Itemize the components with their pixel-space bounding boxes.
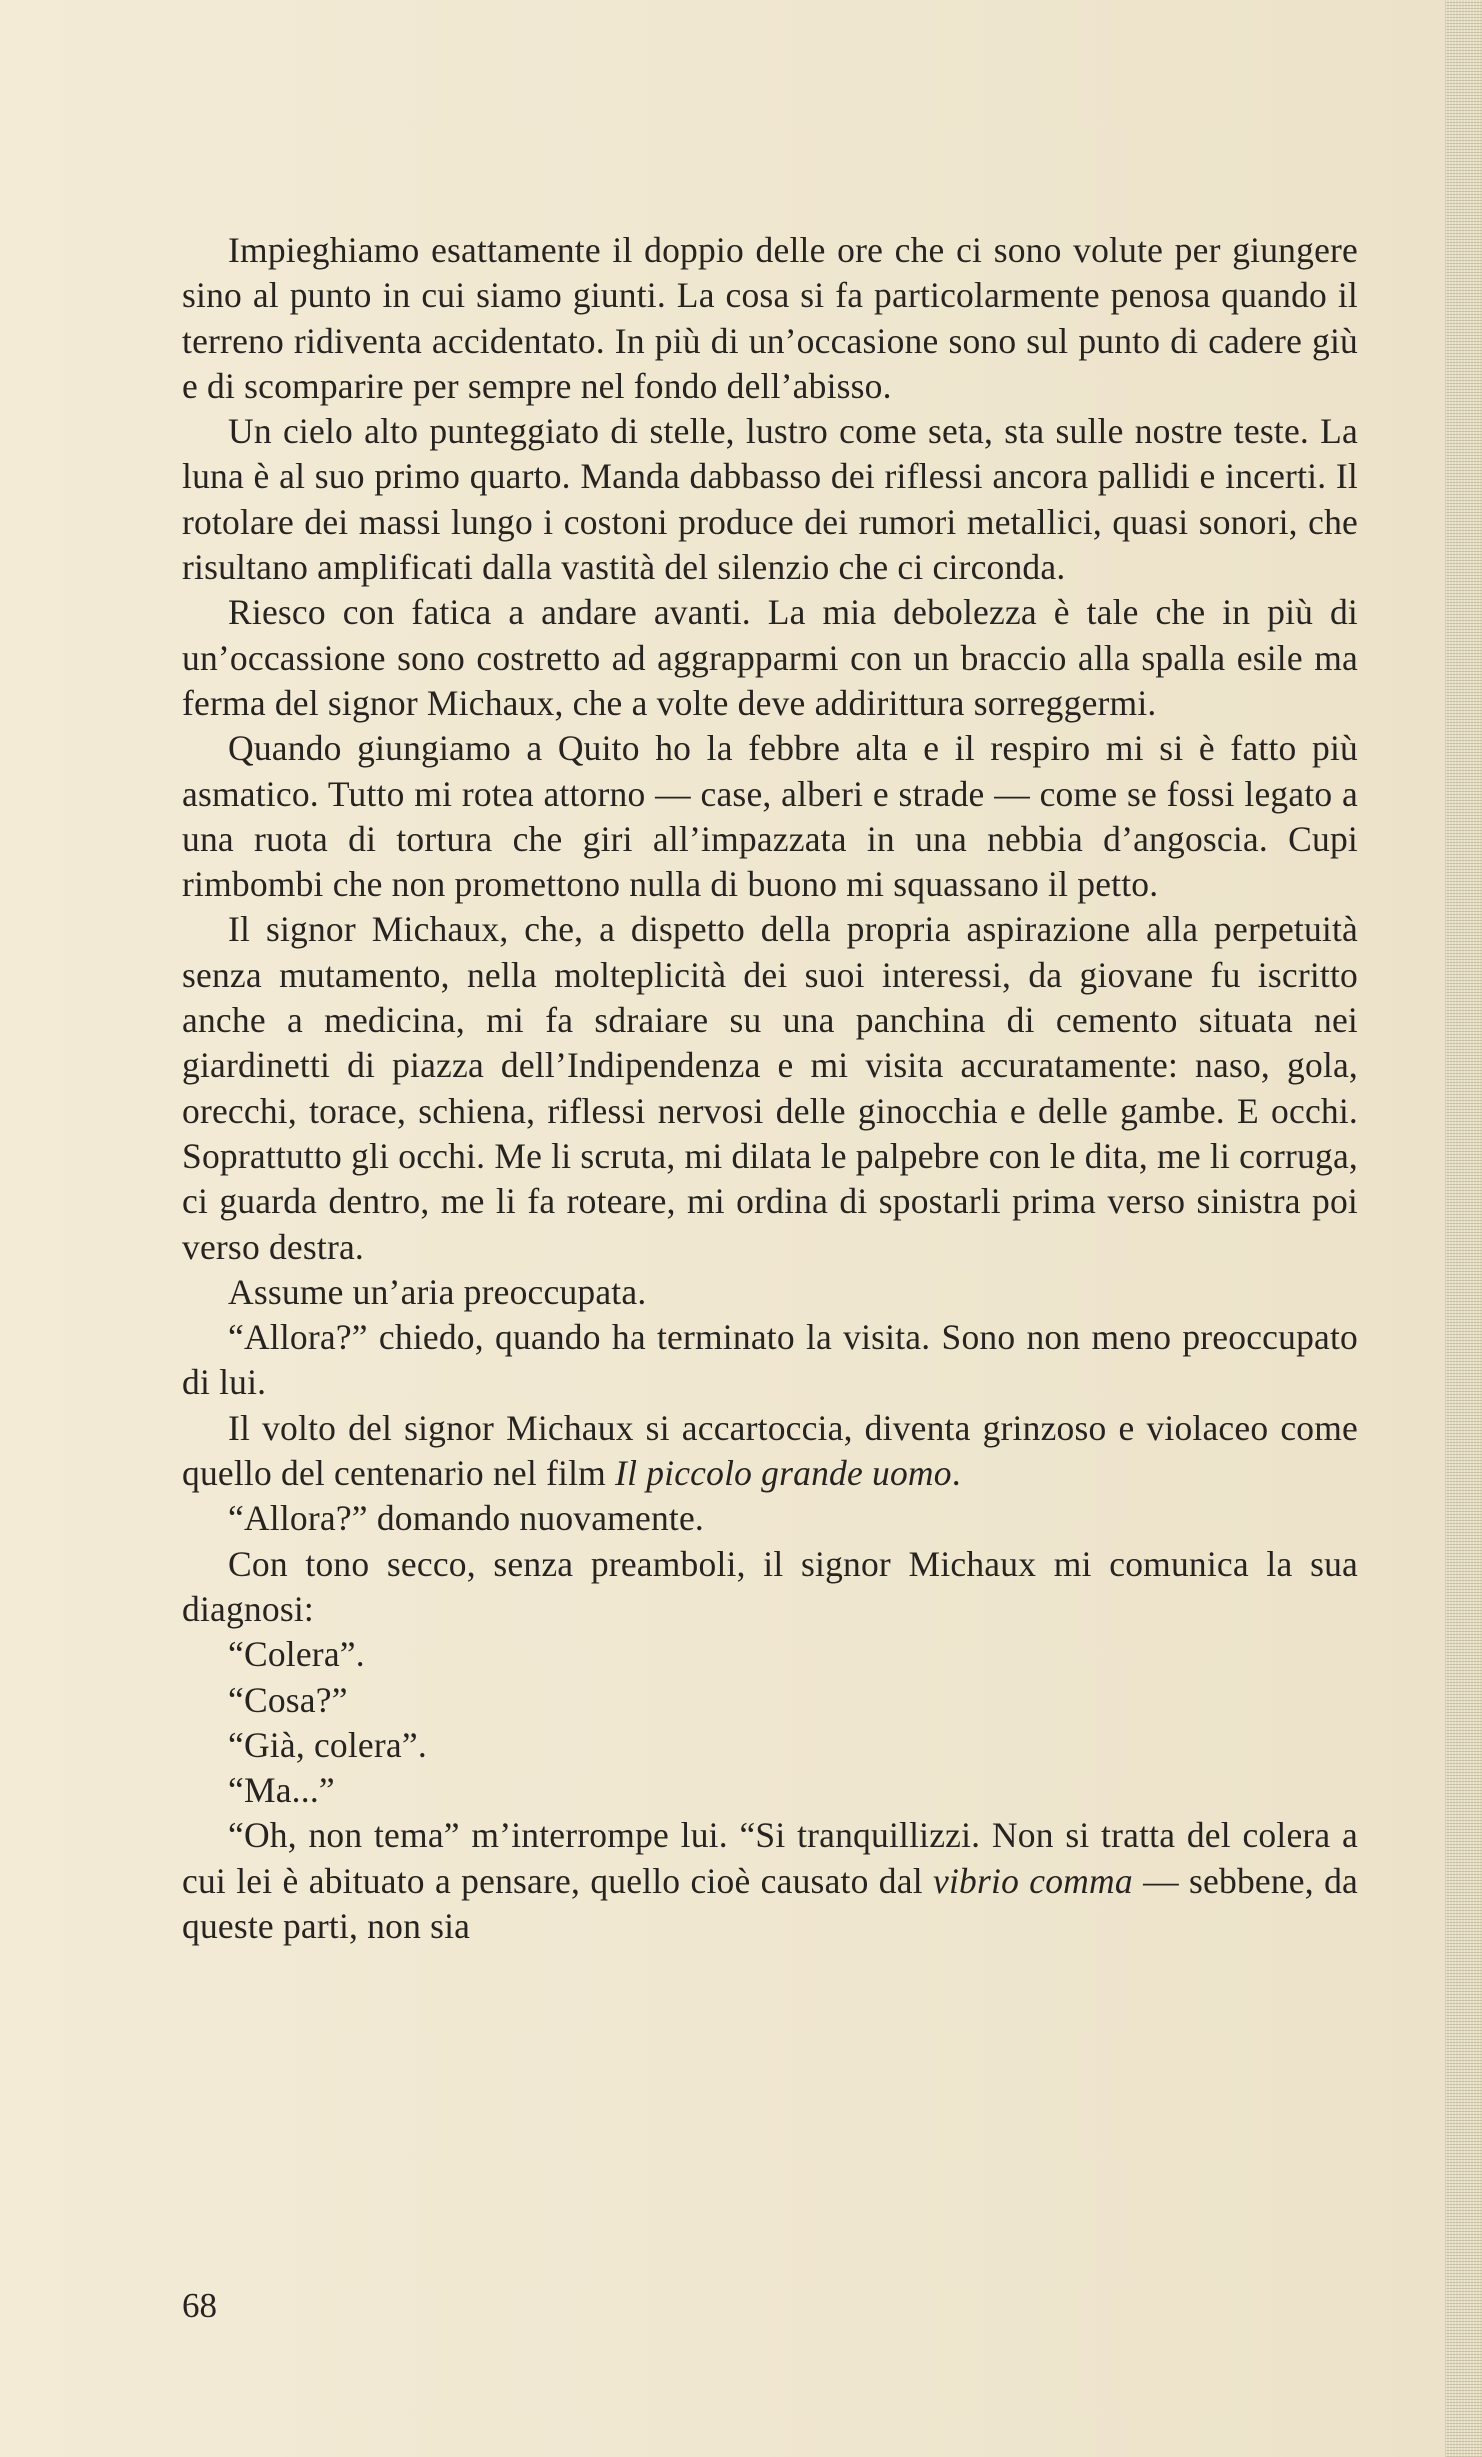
body-text: [182, 228, 1358, 1949]
page-edge: [1445, 0, 1482, 2457]
paragraph: “Cosa?”: [228, 1679, 348, 1720]
paragraph: “Ma...”: [228, 1770, 335, 1811]
page-number: 68: [182, 2286, 217, 2325]
paragraph: Quando giungiamo a Quito ho la febbre alta e il respiro mi si è fatto più asmatico. Tutto mi rotea attorno — case, alberi e strade — come se fossi legato a una ruota di tortura che giri all’impazzata in una nebbia d’angoscia. Cupi rimbombi che non promettono nulla di buono mi squassano il petto.: [182, 728, 1358, 905]
film-title: Il piccolo grande uomo: [615, 1453, 952, 1494]
paragraph: Il volto del signor Michaux si accartoccia, diventa grinzoso e violaceo come quello del centenario nel film Il piccolo grande uomo.: [182, 1407, 1358, 1494]
species-name: vibrio comma: [933, 1860, 1133, 1901]
paragraph: Un cielo alto punteggiato di stelle, lustro come seta, sta sulle nostre teste. La luna è al suo primo quarto. Manda dabbasso dei riflessi ancora pallidi e incerti. Il rotolare dei massi lungo i costoni produce dei rumori metallici, quasi sonori, che risultano amplificati dalla vastità del silenzio che ci circonda.: [182, 411, 1358, 588]
paragraph: Con tono secco, senza preamboli, il signor Michaux mi comunica la sua diagnosi:: [182, 1543, 1358, 1629]
paragraph: “Già, colera”.: [228, 1724, 427, 1765]
paragraph: “Colera”.: [228, 1634, 365, 1675]
paragraph: “Allora?” chiedo, quando ha terminato la visita. Sono non meno preoccupato di lui.: [182, 1317, 1358, 1403]
paragraph: “Allora?” domando nuovamente.: [228, 1498, 705, 1539]
paragraph: Il signor Michaux, che, a dispetto della propria aspirazione alla perpetuità senza mutamento, nella molteplicità dei suoi interessi, da giovane fu iscritto anche a medicina, mi fa sdraiare su una panchina di cemento situata nei giardinetti di piazza dell’Indipendenza e mi visita accuratamente: naso, gola, orecchi, torace, schiena, riflessi nervosi delle ginocchia e delle gambe. E occhi. Soprattutto gli occhi. Me li scruta, mi dilata le palpebre con le dita, me li corruga, ci guarda dentro, me li fa roteare, mi ordina di spostarli prima verso sinistra poi verso destra.: [182, 909, 1358, 1267]
paragraph: Riesco con fatica a andare avanti. La mia debolezza è tale che in più di un’occassione sono costretto ad aggrapparmi con un braccio alla spalla esile ma ferma del signor Michaux, che a volte deve addirittura sorreggermi.: [182, 592, 1358, 723]
paragraph: “Oh, non tema” m’interrompe lui. “Si tranquillizzi. Non si tratta del colera a cui lei è abituato a pensare, quello cioè causato dal vibrio comma — sebbene, da queste parti, non sia: [182, 1815, 1358, 1946]
paragraph: Impieghiamo esattamente il doppio delle ore che ci sono volute per giungere sino al punto in cui siamo giunti. La cosa si fa particolarmente penosa quando il terreno ridiventa accidentato. In più di un’occasione sono sul punto di cadere giù e di scomparire per sempre nel fondo dell’abisso.: [182, 230, 1358, 406]
paragraph: Assume un’aria preoccupata.: [228, 1271, 647, 1312]
